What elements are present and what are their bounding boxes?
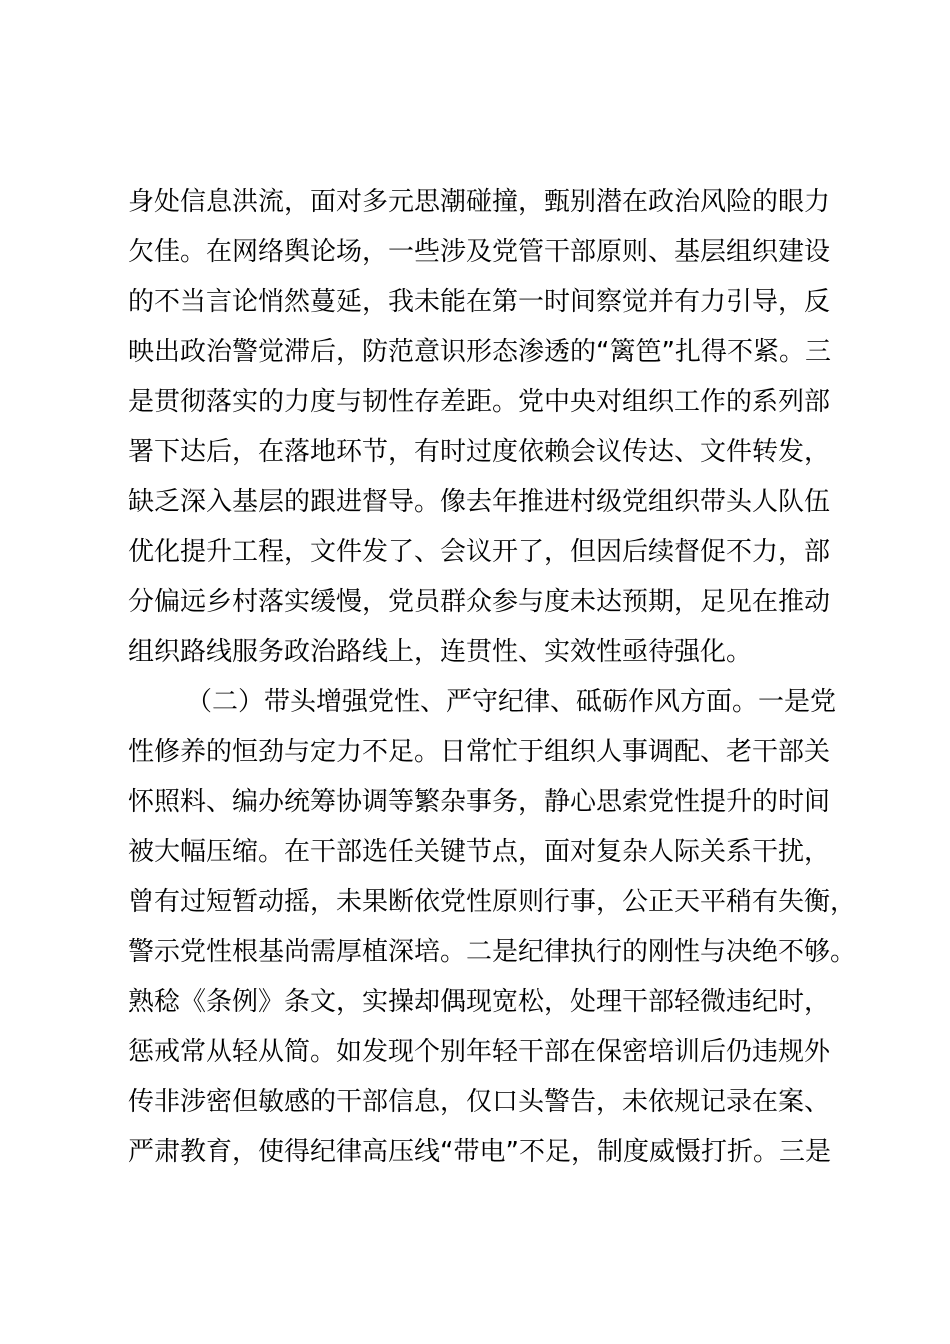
text-line: 传非涉密但敏感的干部信息，仅口头警告，未依规记录在案、 — [128, 1087, 831, 1117]
text-line: 优化提升工程，文件发了、会议开了，但因后续督促不力，部 — [128, 537, 831, 567]
text-line: 性修养的恒劲与定力不足。日常忙于组织人事调配、老干部关 — [128, 737, 831, 767]
text-line: 熟稔《条例》条文，实操却偶现宽松，处理干部轻微违纪时， — [128, 987, 831, 1017]
text-line: 警示党性根基尚需厚植深培。二是纪律执行的刚性与决绝不够。 — [128, 937, 857, 967]
text-line: 的不当言论悄然蔓延，我未能在第一时间察觉并有力引导，反 — [128, 287, 831, 317]
text-line: 被大幅压缩。在干部选任关键节点，面对复杂人际关系干扰， — [128, 837, 831, 867]
text-line: 署下达后，在落地环节，有时过度依赖会议传达、文件转发， — [128, 437, 831, 467]
text-line: 欠佳。在网络舆论场，一些涉及党管干部原则、基层组织建设 — [128, 237, 831, 267]
text-line: 分偏远乡村落实缓慢，党员群众参与度未达预期，足见在推动 — [128, 587, 831, 617]
text-line: 组织路线服务政治路线上，连贯性、实效性亟待强化。 — [128, 637, 753, 667]
text-line: 是贯彻落实的力度与韧性存差距。党中央对组织工作的系列部 — [128, 387, 831, 417]
text-line: 严肃教育，使得纪律高压线“带电”不足，制度威慑打折。三是 — [128, 1137, 831, 1167]
text-line: 身处信息洪流，面对多元思潮碰撞，甄别潜在政治风险的眼力 — [128, 187, 831, 217]
text-line: 惩戒常从轻从简。如发现个别年轻干部在保密培训后仍违规外 — [128, 1037, 831, 1067]
text-line: 曾有过短暂动摇，未果断依党性原则行事，公正天平稍有失衡， — [128, 887, 857, 917]
text-line: 怀照料、编办统筹协调等繁杂事务，静心思索党性提升的时间 — [128, 787, 831, 817]
text-line: 映出政治警觉滞后，防范意识形态渗透的“篱笆”扎得不紧。三 — [128, 337, 831, 367]
text-line: 缺乏深入基层的跟进督导。像去年推进村级党组织带头人队伍 — [128, 487, 831, 517]
section-heading-line: （二）带头增强党性、严守纪律、砥砺作风方面。一是党 — [186, 687, 837, 717]
